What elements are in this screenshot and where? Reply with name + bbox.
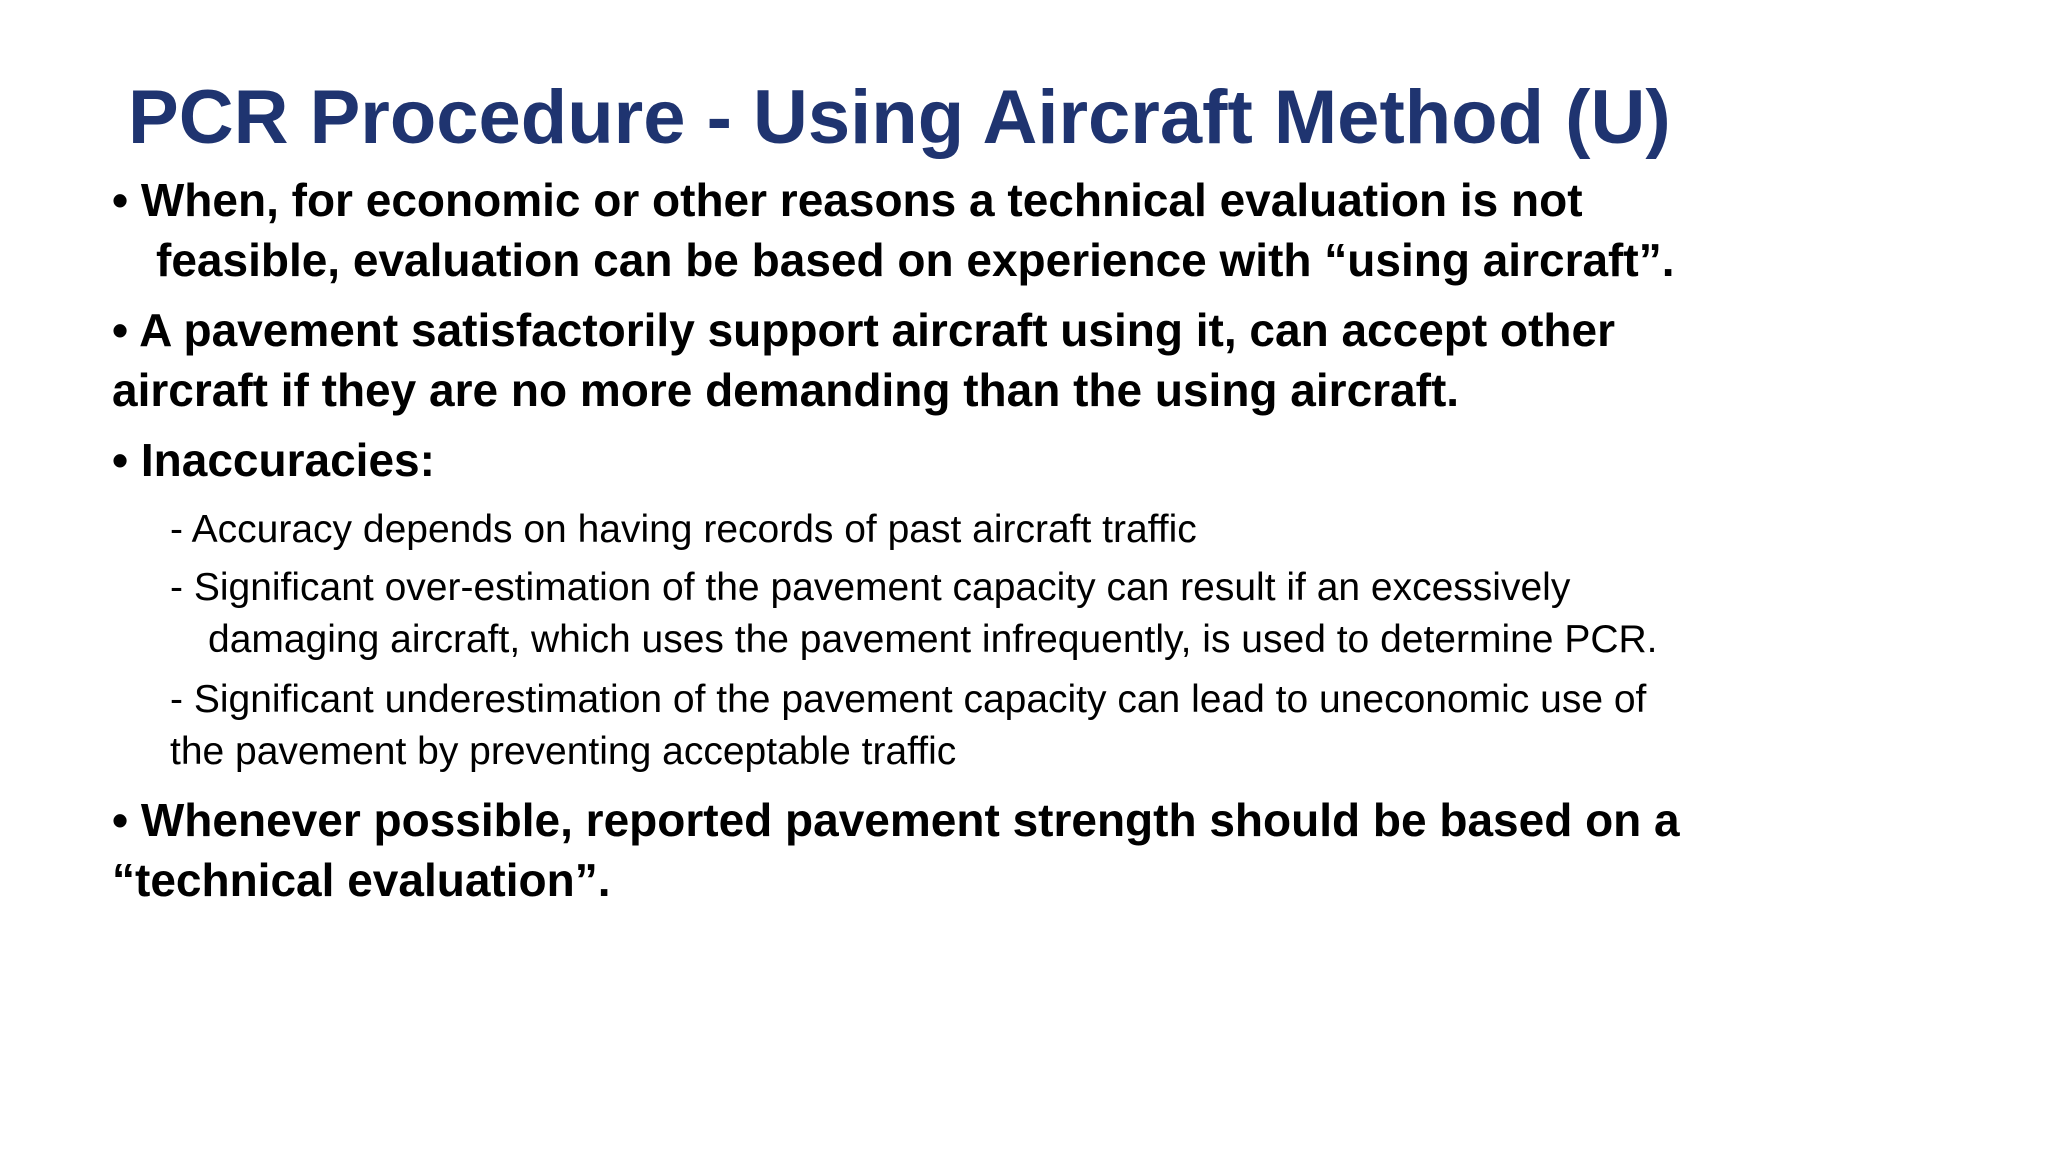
- sub-item-2: [170, 562, 1658, 666]
- sub-item-1-line-1: - Accuracy depends on having records of past aircraft traffic: [170, 508, 1197, 551]
- bullet-3-line-1: • Inaccuracies:: [112, 434, 435, 486]
- sub-item-2-line-1: - Significant over-estimation of the pavement capacity can result if an excessively: [170, 566, 1571, 609]
- slide-title: PCR Procedure - Using Aircraft Method (U): [128, 75, 1671, 160]
- bullet-1: [112, 170, 1674, 290]
- bullet-2-line-2: aircraft if they are no more demanding than the using aircraft.: [112, 364, 1460, 416]
- bullet-2: [112, 300, 1615, 420]
- bullet-1-line-2: feasible, evaluation can be based on experience with “using aircraft”.: [156, 234, 1675, 286]
- sub-item-3-line-2: the pavement by preventing acceptable traffic: [170, 730, 957, 773]
- bullet-4-line-1: • Whenever possible, reported pavement strength should be based on a: [112, 794, 1680, 846]
- bullet-2-line-1: • A pavement satisfactorily support aircraft using it, can accept other: [112, 304, 1615, 356]
- bullet-3: [112, 430, 435, 490]
- bullet-4-line-2: “technical evaluation”.: [112, 854, 611, 906]
- sub-item-3: [170, 674, 1646, 778]
- bullet-4: [112, 790, 1680, 910]
- bullet-1-line-1: • When, for economic or other reasons a technical evaluation is not: [112, 174, 1583, 226]
- sub-item-2-line-2: damaging aircraft, which uses the pavement infrequently, is used to determine PCR.: [208, 618, 1658, 661]
- sub-item-3-line-1: - Significant underestimation of the pavement capacity can lead to uneconomic use of: [170, 678, 1647, 721]
- sub-item-1: [170, 504, 1197, 556]
